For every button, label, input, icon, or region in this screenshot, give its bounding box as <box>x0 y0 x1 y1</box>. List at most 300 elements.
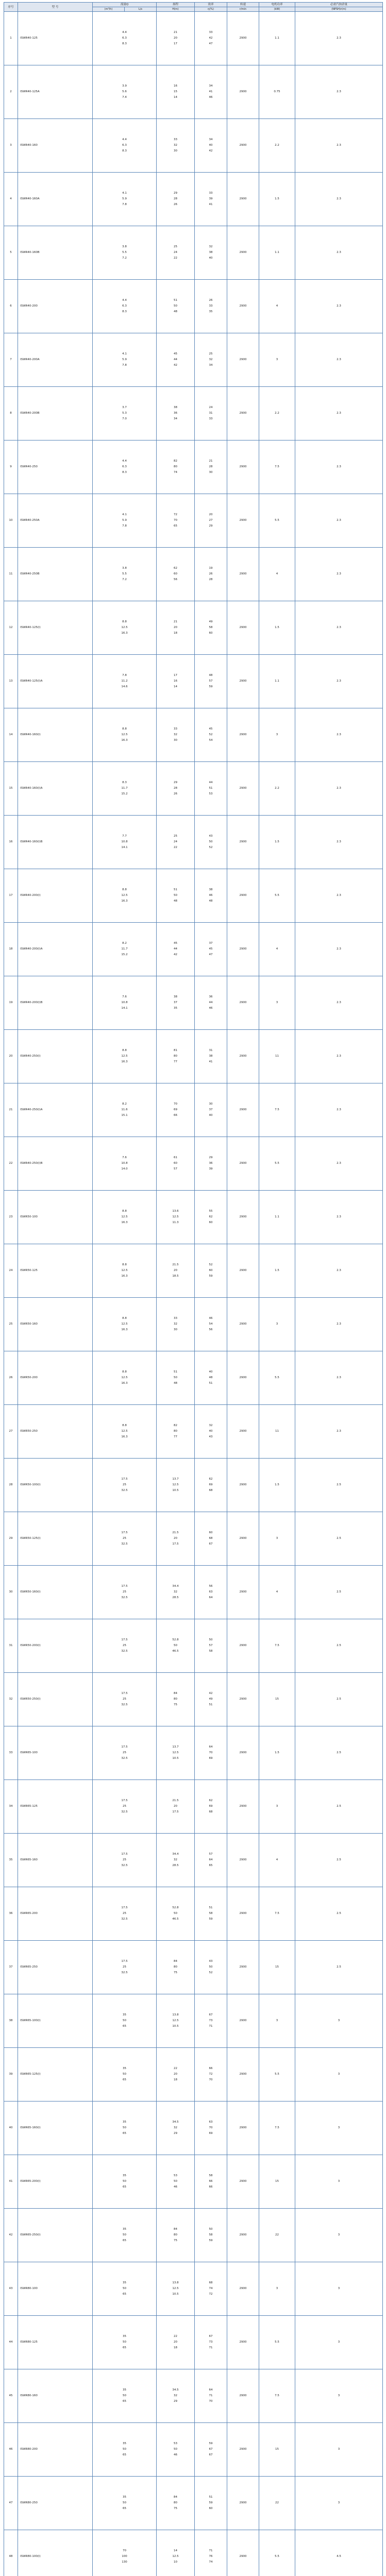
row-number: 5 <box>4 226 18 280</box>
row-head-value: 82 <box>174 460 177 463</box>
row-speed: 2900 <box>227 816 259 869</box>
row-eff-value: 47 <box>209 953 213 956</box>
row-eff-value: 53 <box>209 792 213 795</box>
row-flow <box>93 12 157 65</box>
row-number: 38 <box>4 1994 18 2048</box>
row-flow-value: 32.5 <box>121 1543 128 1546</box>
row-head <box>157 1512 195 1566</box>
row-head <box>157 2262 195 2316</box>
row-head-value: 45 <box>174 352 177 355</box>
row-npsh: 2.3 <box>295 762 383 816</box>
row-eff-value: 41 <box>209 1060 213 1063</box>
row-flow-value: 6.3 <box>122 465 127 468</box>
row-flow <box>93 2477 157 2530</box>
row-number: 10 <box>4 494 18 548</box>
row-speed: 2900 <box>227 226 259 280</box>
row-eff-value: 63 <box>209 1590 213 1594</box>
row-eff-value: 49 <box>209 620 213 623</box>
row-head-value: 14 <box>174 96 177 99</box>
row-head <box>157 2423 195 2477</box>
table-row <box>4 1030 383 1083</box>
row-model: ISWR50-160 <box>18 1298 93 1351</box>
row-eff-value: 67 <box>209 1543 213 1546</box>
row-flow-value: 25 <box>123 1537 126 1540</box>
header-speed-unit: r/min <box>227 7 259 12</box>
row-head <box>157 2102 195 2155</box>
row-flow-value: 130 <box>122 2561 127 2564</box>
row-speed: 2900 <box>227 762 259 816</box>
row-head <box>157 2155 195 2209</box>
row-npsh: 2.3 <box>295 548 383 601</box>
row-head-value: 80 <box>174 2501 177 2504</box>
row-eff-value: 48 <box>209 1376 213 1379</box>
table-row <box>4 173 383 226</box>
row-eff <box>195 1405 227 1459</box>
row-eff-value: 50 <box>209 1638 213 1641</box>
row-model: ISWR40-200A <box>18 333 93 387</box>
row-flow <box>93 2262 157 2316</box>
row-eff <box>195 1137 227 1191</box>
row-flow-value: 12.5 <box>121 733 128 736</box>
row-head-value: 34 <box>174 417 177 420</box>
row-head <box>157 387 195 440</box>
row-head-value: 17 <box>174 674 177 677</box>
row-head <box>157 1566 195 1619</box>
row-power: 5.5 <box>259 869 295 923</box>
row-flow-value: 4.1 <box>122 352 127 355</box>
row-flow <box>93 387 157 440</box>
row-eff-value: 52 <box>209 846 213 849</box>
row-flow-value: 17.5 <box>121 1960 128 1963</box>
row-speed: 2900 <box>227 2530 259 2576</box>
row-flow-value: 65 <box>123 2132 126 2135</box>
row-power: 1.5 <box>259 1459 295 1512</box>
row-head-value: 42 <box>174 364 177 367</box>
row-flow-value: 25 <box>123 1644 126 1647</box>
row-flow-value: 7.8 <box>122 524 127 528</box>
row-power: 4 <box>259 548 295 601</box>
row-model: ISWR40-200(I) <box>18 869 93 923</box>
row-flow-value: 8.3 <box>122 471 127 474</box>
row-eff-value: 45 <box>209 947 213 951</box>
row-flow-value: 12.5 <box>121 1269 128 1272</box>
row-eff-value: 46 <box>209 1317 213 1320</box>
row-speed: 2900 <box>227 2209 259 2262</box>
row-npsh: 2.3 <box>295 976 383 1030</box>
row-eff-value: 34 <box>209 138 213 141</box>
row-flow-value: 12.5 <box>121 626 128 629</box>
row-head <box>157 2530 195 2576</box>
row-eff <box>195 655 227 708</box>
row-flow <box>93 1083 157 1137</box>
row-eff-value: 46 <box>209 894 213 897</box>
row-flow-value: 32.5 <box>121 1757 128 1760</box>
row-eff-value: 62 <box>209 1799 213 1802</box>
row-speed: 2900 <box>227 1673 259 1726</box>
row-eff <box>195 1512 227 1566</box>
row-eff-value: 70 <box>209 1751 213 1754</box>
row-flow-value: 32.5 <box>121 1971 128 1974</box>
row-model: ISWR50-160(I) <box>18 1566 93 1619</box>
row-head <box>157 976 195 1030</box>
row-flow-value: 11.7 <box>121 787 128 790</box>
row-flow <box>93 440 157 494</box>
row-flow-value: 65 <box>123 2185 126 2189</box>
row-head <box>157 548 195 601</box>
row-eff-value: 71 <box>209 2394 213 2397</box>
row-eff-value: 54 <box>209 1323 213 1326</box>
header-row-top <box>4 3 383 7</box>
table-row <box>4 1351 383 1405</box>
row-eff-value: 39 <box>209 1167 213 1171</box>
row-head-value: 46.5 <box>172 1918 179 1921</box>
row-eff-value: 66 <box>209 2185 213 2189</box>
row-npsh: 2.5 <box>295 1887 383 1941</box>
header-npsh-unit: (NPSH)r(m) <box>295 7 383 12</box>
table-row <box>4 1619 383 1673</box>
row-eff <box>195 1726 227 1780</box>
row-speed: 2900 <box>227 1459 259 1512</box>
row-flow-value: 25 <box>123 1805 126 1808</box>
row-head-value: 13.6 <box>172 1210 179 1213</box>
row-eff-value: 57 <box>209 1853 213 1856</box>
row-eff-value: 36 <box>209 1162 213 1165</box>
row-number: 42 <box>4 2209 18 2262</box>
row-flow-value: 6.3 <box>122 144 127 147</box>
table-row <box>4 601 383 655</box>
row-eff <box>195 923 227 976</box>
row-head-value: 80 <box>174 1965 177 1969</box>
row-head-value: 82 <box>174 1424 177 1427</box>
row-head-value: 28.5 <box>172 1864 179 1867</box>
row-eff-value: 67 <box>209 2448 213 2451</box>
row-flow-value: 4.1 <box>122 192 127 195</box>
row-power: 3 <box>259 1994 295 2048</box>
row-head-value: 20 <box>174 37 177 40</box>
row-flow-value: 7.8 <box>122 203 127 206</box>
row-eff-value: 56 <box>209 1328 213 1331</box>
row-flow <box>93 1619 157 1673</box>
row-head-value: 10.5 <box>172 2293 179 2296</box>
row-eff <box>195 2262 227 2316</box>
row-eff-value: 33 <box>209 304 213 308</box>
row-eff <box>195 816 227 869</box>
row-flow-value: 50 <box>123 2394 126 2397</box>
row-head <box>157 2209 195 2262</box>
row-eff-value: 26 <box>209 572 213 575</box>
row-flow <box>93 601 157 655</box>
row-eff-value: 72 <box>209 2073 213 2076</box>
row-eff-value: 31 <box>209 412 213 415</box>
row-eff-value: 34 <box>209 364 213 367</box>
row-head-value: 12.5 <box>172 1751 179 1754</box>
table-row <box>4 494 383 548</box>
row-flow-value: 8.8 <box>122 1317 127 1320</box>
row-flow-value: 12.5 <box>121 1055 128 1058</box>
row-head-value: 28 <box>174 787 177 790</box>
row-head-value: 10.5 <box>172 1489 179 1492</box>
table-row <box>4 976 383 1030</box>
row-eff-value: 32 <box>209 1424 213 1427</box>
row-eff-value: 62 <box>209 1478 213 1481</box>
row-flow-value: 8.8 <box>122 1263 127 1266</box>
row-head <box>157 601 195 655</box>
row-speed: 2900 <box>227 280 259 333</box>
row-npsh: 2.3 <box>295 1030 383 1083</box>
row-model: ISWR65-200 <box>18 1887 93 1941</box>
row-eff-value: 60 <box>209 1531 213 1534</box>
row-eff-value: 60 <box>209 1269 213 1272</box>
row-head <box>157 869 195 923</box>
row-head-value: 33 <box>174 138 177 141</box>
row-eff-value: 59 <box>209 1918 213 1921</box>
row-npsh: 3 <box>295 2102 383 2155</box>
row-eff-value: 57 <box>209 680 213 683</box>
row-flow <box>93 1994 157 2048</box>
row-head <box>157 655 195 708</box>
row-head-value: 50 <box>174 1376 177 1379</box>
row-power: 3 <box>259 1512 295 1566</box>
row-eff-value: 30 <box>209 471 213 474</box>
row-model: ISWR80-160 <box>18 2369 93 2423</box>
row-eff <box>195 1030 227 1083</box>
row-head-value: 13.7 <box>172 1745 179 1749</box>
row-flow <box>93 762 157 816</box>
row-flow-value: 16.3 <box>121 1328 128 1331</box>
row-npsh: 2.5 <box>295 1512 383 1566</box>
row-head-value: 12.5 <box>172 1215 179 1218</box>
row-model: ISWR80-125 <box>18 2316 93 2369</box>
row-head-value: 38 <box>174 995 177 998</box>
row-flow-value: 14.1 <box>121 846 128 849</box>
row-head <box>157 2369 195 2423</box>
row-head <box>157 440 195 494</box>
row-head-value: 84 <box>174 2228 177 2231</box>
row-npsh: 2.3 <box>295 655 383 708</box>
row-model: ISWR50-125(I) <box>18 1512 93 1566</box>
row-flow <box>93 816 157 869</box>
row-head-value: 21 <box>174 31 177 34</box>
row-power: 11 <box>259 1030 295 1083</box>
row-number: 47 <box>4 2477 18 2530</box>
row-model: ISWR50-250(I) <box>18 1673 93 1726</box>
row-head-value: 52.8 <box>172 1906 179 1909</box>
table-wrapper <box>4 2 382 2576</box>
row-flow-value: 12.5 <box>121 1215 128 1218</box>
row-model: ISWR65-250(I) <box>18 2209 93 2262</box>
table-row <box>4 1083 383 1137</box>
table-row <box>4 2316 383 2369</box>
row-flow-value: 17.5 <box>121 1531 128 1534</box>
row-model: ISWR40-250 <box>18 440 93 494</box>
row-eff-value: 24 <box>209 406 213 409</box>
row-number: 6 <box>4 280 18 333</box>
row-model: ISWR40-160B <box>18 226 93 280</box>
row-npsh: 2.5 <box>295 1673 383 1726</box>
row-flow <box>93 655 157 708</box>
row-power: 5.5 <box>259 2048 295 2102</box>
row-eff-value: 51 <box>209 787 213 790</box>
table-row <box>4 548 383 601</box>
row-eff-value: 43 <box>209 835 213 838</box>
row-model: ISWR40-200(I)B <box>18 976 93 1030</box>
row-flow-value: 15.1 <box>121 1114 128 1117</box>
row-flow-value: 35 <box>123 2442 126 2445</box>
row-number: 32 <box>4 1673 18 1726</box>
row-eff-value: 65 <box>209 1864 213 1867</box>
row-eff-value: 68 <box>209 1489 213 1492</box>
row-eff-value: 41 <box>209 203 213 206</box>
row-number: 34 <box>4 1780 18 1834</box>
row-flow-value: 65 <box>123 2025 126 2028</box>
row-head-value: 72 <box>174 513 177 516</box>
row-model: ISWR40-200 <box>18 280 93 333</box>
row-flow <box>93 548 157 601</box>
row-speed: 2900 <box>227 976 259 1030</box>
row-flow <box>93 1030 157 1083</box>
row-flow-value: 15.2 <box>121 953 128 956</box>
row-speed: 2900 <box>227 2369 259 2423</box>
row-head-value: 18 <box>174 632 177 635</box>
row-head-value: 21.5 <box>172 1799 179 1802</box>
row-head <box>157 226 195 280</box>
row-model: ISWR40-250(I)B <box>18 1137 93 1191</box>
row-flow-value: 7.0 <box>122 417 127 420</box>
row-head-value: 14 <box>174 685 177 688</box>
row-flow <box>93 1244 157 1298</box>
row-head-value: 75 <box>174 2239 177 2242</box>
table-row <box>4 2262 383 2316</box>
row-flow-value: 35 <box>123 2335 126 2338</box>
row-power: 15 <box>259 1941 295 1994</box>
row-eff <box>195 2477 227 2530</box>
row-flow-value: 5.6 <box>122 90 127 93</box>
row-speed: 2900 <box>227 1405 259 1459</box>
row-eff-value: 52 <box>209 1263 213 1266</box>
row-number: 7 <box>4 333 18 387</box>
row-eff-value: 47 <box>209 42 213 45</box>
row-head-value: 57 <box>174 1167 177 1171</box>
row-head <box>157 333 195 387</box>
row-speed: 2900 <box>227 494 259 548</box>
row-flow-value: 35 <box>123 2281 126 2284</box>
row-npsh: 2.5 <box>295 1566 383 1619</box>
row-head-value: 20 <box>174 2341 177 2344</box>
row-eff-value: 32 <box>209 358 213 361</box>
row-number: 3 <box>4 119 18 173</box>
row-flow <box>93 1298 157 1351</box>
row-model: ISWR40-200B <box>18 387 93 440</box>
row-eff <box>195 2423 227 2477</box>
row-eff <box>195 1619 227 1673</box>
row-flow <box>93 2102 157 2155</box>
row-head-value: 33 <box>174 727 177 731</box>
row-speed: 2900 <box>227 1566 259 1619</box>
row-eff-value: 72 <box>209 2293 213 2296</box>
row-speed: 2900 <box>227 1887 259 1941</box>
row-number: 22 <box>4 1137 18 1191</box>
row-eff-value: 58 <box>209 626 213 629</box>
row-flow-value: 15.2 <box>121 792 128 795</box>
row-eff-value: 62 <box>209 1215 213 1218</box>
row-head-value: 50 <box>174 1912 177 1915</box>
row-flow-value: 50 <box>123 2287 126 2290</box>
row-head-value: 18 <box>174 2346 177 2349</box>
row-head-value: 51 <box>174 888 177 891</box>
row-npsh: 2.3 <box>295 494 383 548</box>
row-flow-value: 3.8 <box>122 245 127 248</box>
row-eff-value: 49 <box>209 1698 213 1701</box>
row-npsh: 2.5 <box>295 1780 383 1834</box>
row-flow-value: 8.8 <box>122 727 127 731</box>
row-power: 5.5 <box>259 494 295 548</box>
row-head-value: 13.8 <box>172 2281 179 2284</box>
row-head-value: 70 <box>174 519 177 522</box>
row-npsh: 2.3 <box>295 119 383 173</box>
row-speed: 2900 <box>227 548 259 601</box>
row-eff-value: 67 <box>209 2013 213 2016</box>
row-eff-value: 48 <box>209 674 213 677</box>
row-power: 7.5 <box>259 440 295 494</box>
row-flow-value: 3.8 <box>122 567 127 570</box>
row-eff <box>195 12 227 65</box>
row-flow-value: 4.4 <box>122 460 127 463</box>
row-head <box>157 119 195 173</box>
table-row <box>4 1244 383 1298</box>
row-model: ISWR65-100(I) <box>18 1994 93 2048</box>
row-flow <box>93 2369 157 2423</box>
row-head-value: 29 <box>174 192 177 195</box>
row-eff-value: 70 <box>209 2400 213 2403</box>
row-head <box>157 1459 195 1512</box>
row-head-value: 20 <box>174 2073 177 2076</box>
row-number: 29 <box>4 1512 18 1566</box>
row-head-value: 29 <box>174 2132 177 2135</box>
row-flow-value: 17.5 <box>121 1853 128 1856</box>
row-head-value: 17.5 <box>172 1810 179 1814</box>
row-head <box>157 1834 195 1887</box>
row-eff-value: 50 <box>209 840 213 843</box>
row-head-value: 32 <box>174 144 177 147</box>
table-row <box>4 923 383 976</box>
row-head-value: 28 <box>174 197 177 200</box>
row-head-value: 48 <box>174 310 177 313</box>
row-head-value: 10 <box>174 2561 177 2564</box>
row-eff-value: 40 <box>209 1430 213 1433</box>
row-power: 1.1 <box>259 655 295 708</box>
row-eff <box>195 440 227 494</box>
row-head-value: 74 <box>174 471 177 474</box>
table-row <box>4 1780 383 1834</box>
row-speed: 2900 <box>227 1619 259 1673</box>
row-eff <box>195 2102 227 2155</box>
row-power: 7.5 <box>259 2369 295 2423</box>
row-head-value: 46.5 <box>172 1650 179 1653</box>
row-flow-value: 8.8 <box>122 888 127 891</box>
row-speed: 2900 <box>227 173 259 226</box>
row-npsh: 3 <box>295 2477 383 2530</box>
row-flow-value: 16.3 <box>121 1221 128 1224</box>
row-power: 1.1 <box>259 226 295 280</box>
row-flow-value: 50 <box>123 2501 126 2504</box>
table-row <box>4 2477 383 2530</box>
row-flow-value: 3.9 <box>122 84 127 88</box>
row-npsh: 3 <box>295 2423 383 2477</box>
row-eff-value: 20 <box>209 513 213 516</box>
row-power: 2.2 <box>259 762 295 816</box>
row-flow-value: 65 <box>123 2293 126 2296</box>
row-flow-value: 32.5 <box>121 1703 128 1706</box>
